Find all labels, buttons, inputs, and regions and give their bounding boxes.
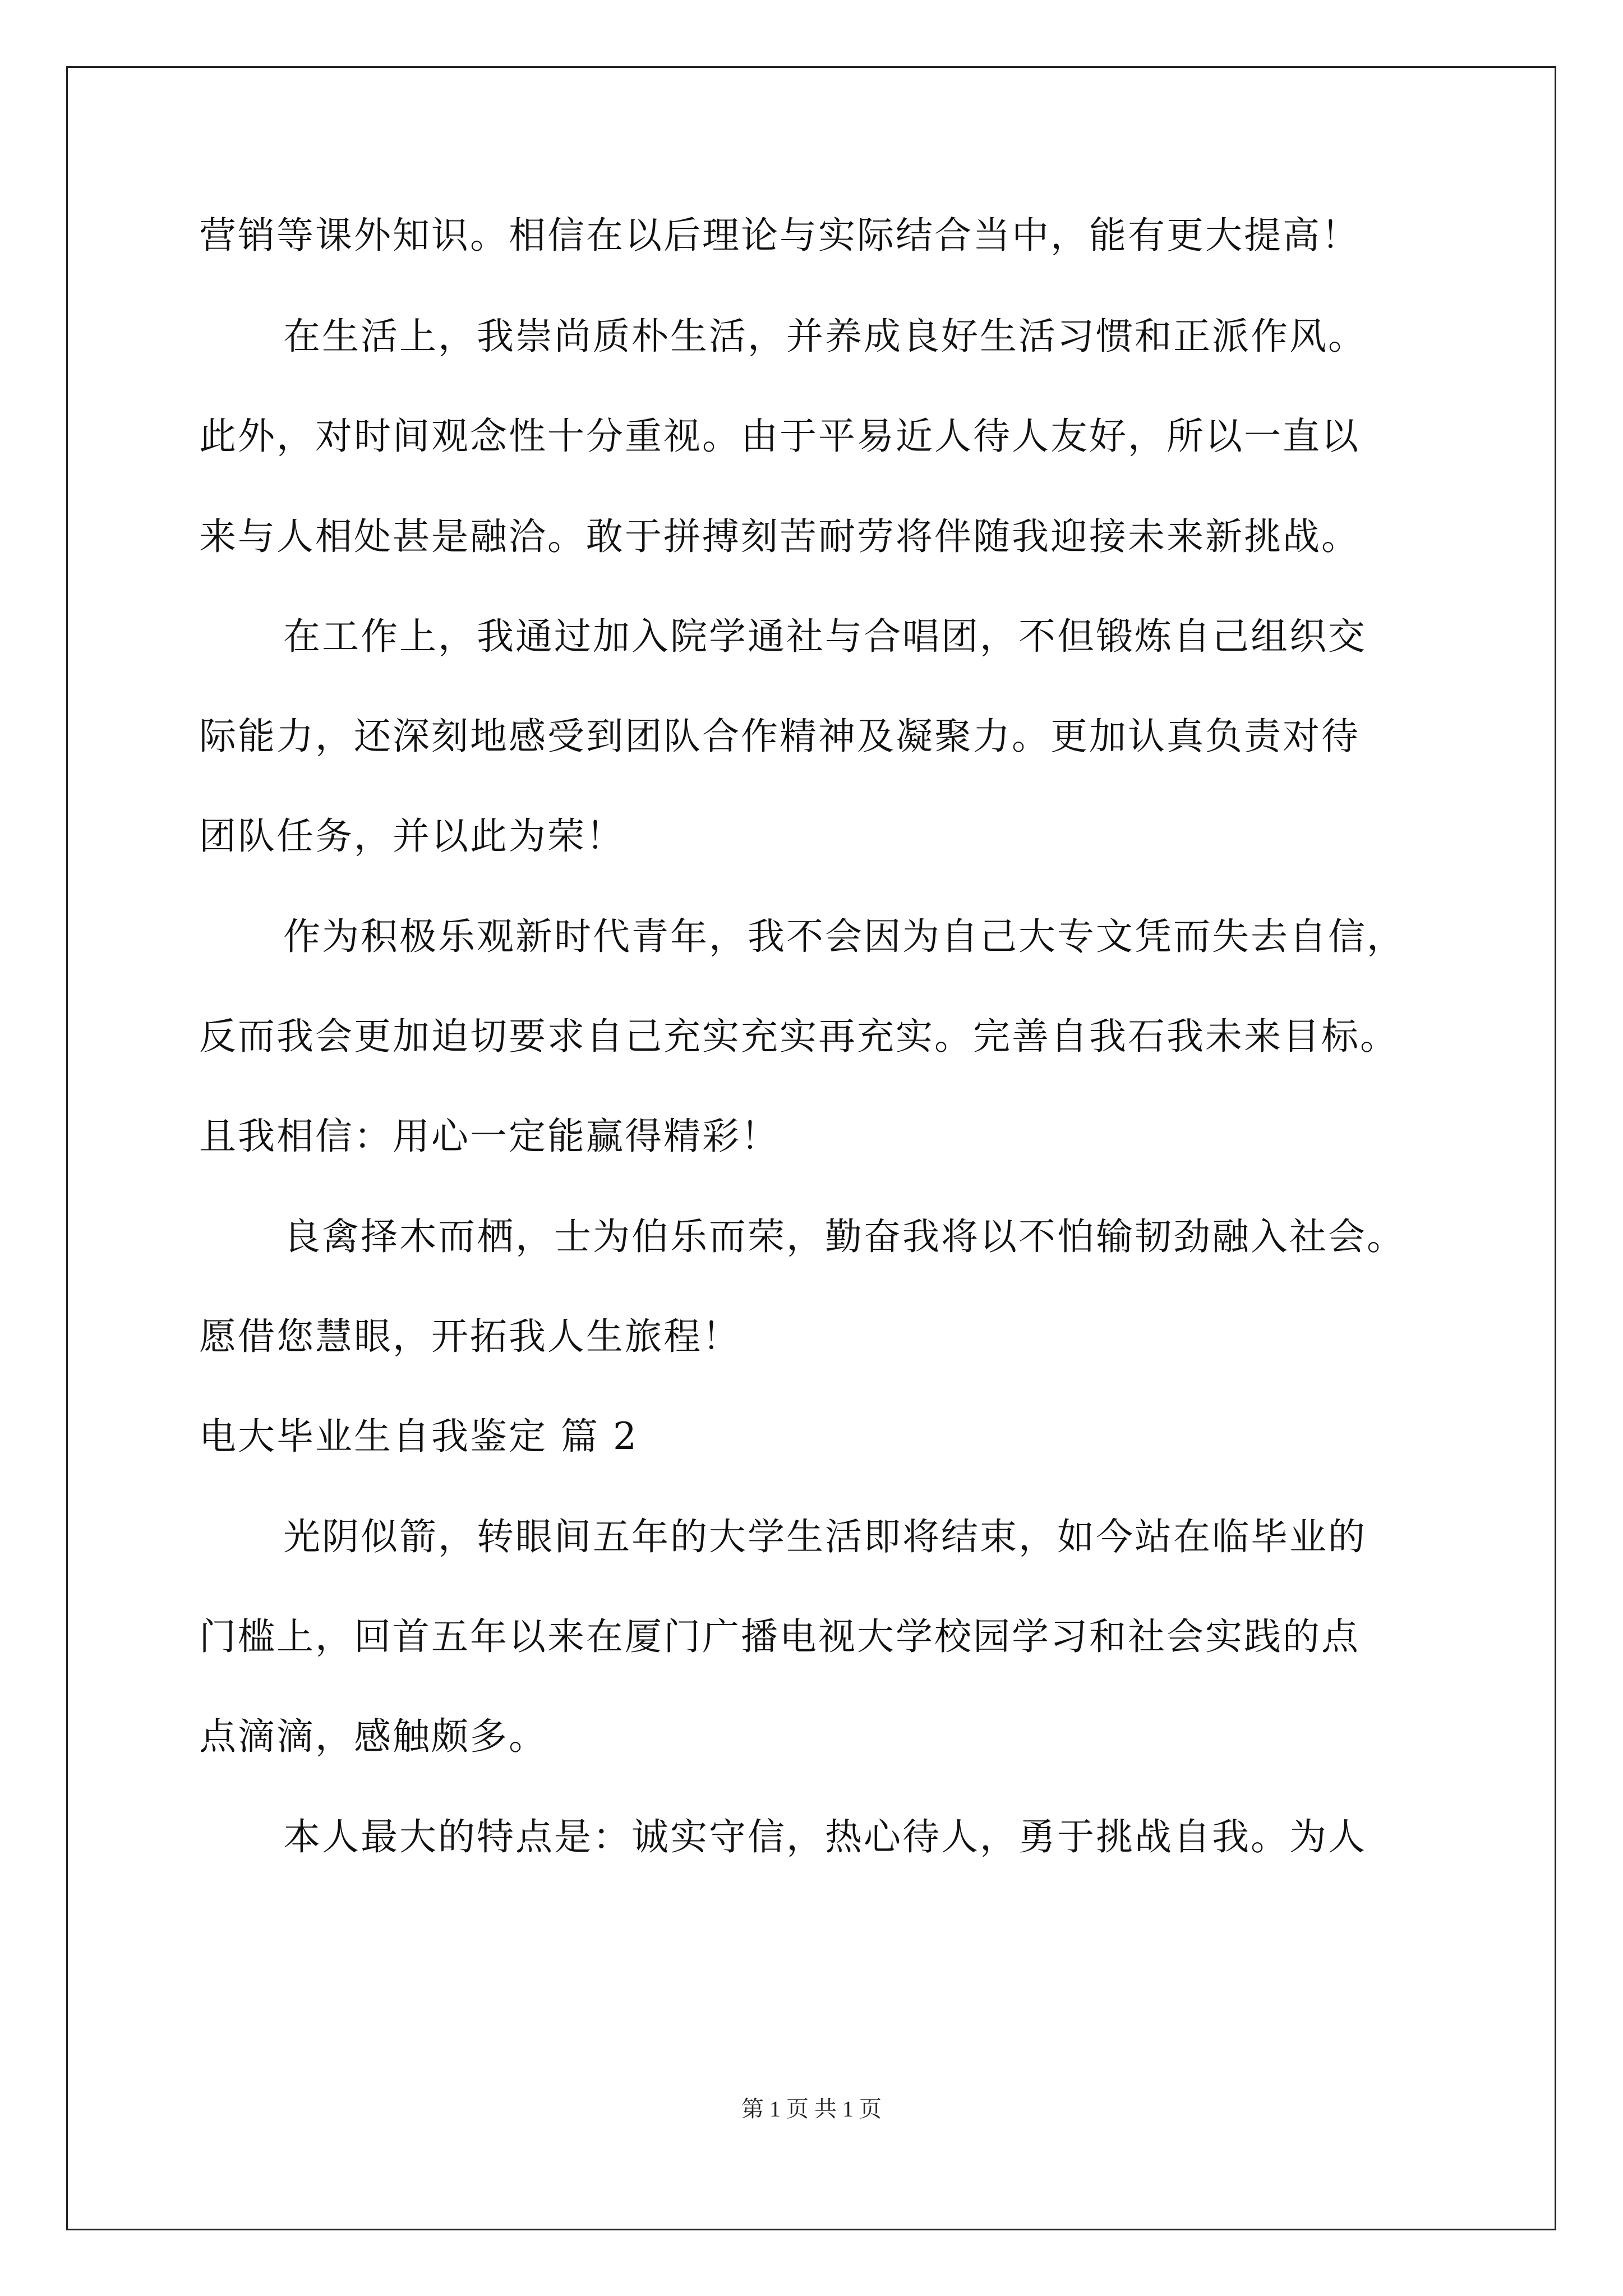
paragraph-start-line: 作为积极乐观新时代青年，我不会因为自己大专文凭而失去自信， xyxy=(283,915,1405,958)
section-heading: 电大毕业生自我鉴定 篇 2 xyxy=(199,1415,638,1458)
paragraph-start-line: 在工作上，我通过加入院学通社与合唱团，不但锻炼自己组织交 xyxy=(283,615,1367,658)
text-line: 且我相信：用心一定能赢得精彩！ xyxy=(199,1115,780,1158)
page-number-footer: 第 1 页 共 1 页 xyxy=(741,2096,882,2122)
text-line: 来与人相处甚是融洽。敢于拼搏刻苦耐劳将伴随我迎接未来新挑战。 xyxy=(199,515,1360,558)
text-line: 门槛上，回首五年以来在厦门广播电视大学校园学习和社会实践的点 xyxy=(199,1615,1360,1658)
paragraph-start-line: 光阴似箭，转眼间五年的大学生活即将结束，如今站在临毕业的 xyxy=(283,1515,1367,1558)
text-line: 此外，对时间观念性十分重视。由于平易近人待人友好，所以一直以 xyxy=(199,415,1360,458)
text-line: 际能力，还深刻地感受到团队合作精神及凝聚力。更加认真负责对待 xyxy=(199,715,1360,758)
text-line: 愿借您慧眼，开拓我人生旅程！ xyxy=(199,1315,741,1358)
paragraph-start-line: 良禽择木而栖，士为伯乐而荣，勤奋我将以不怕输韧劲融入社会。 xyxy=(283,1215,1405,1258)
text-line: 团队任务，并以此为荣！ xyxy=(199,815,625,858)
text-line: 点滴滴，感触颇多。 xyxy=(199,1715,547,1758)
text-line: 营销等课外知识。相信在以后理论与实际结合当中，能有更大提高！ xyxy=(199,214,1360,257)
paragraph-start-line: 本人最大的特点是：诚实守信，热心待人，勇于挑战自我。为人 xyxy=(283,1815,1367,1858)
paragraph-start-line: 在生活上，我崇尚质朴生活，并养成良好生活习惯和正派作风。 xyxy=(283,315,1367,358)
text-line: 反而我会更加迫切要求自己充实充实再充实。完善自我石我未来目标。 xyxy=(199,1015,1399,1058)
